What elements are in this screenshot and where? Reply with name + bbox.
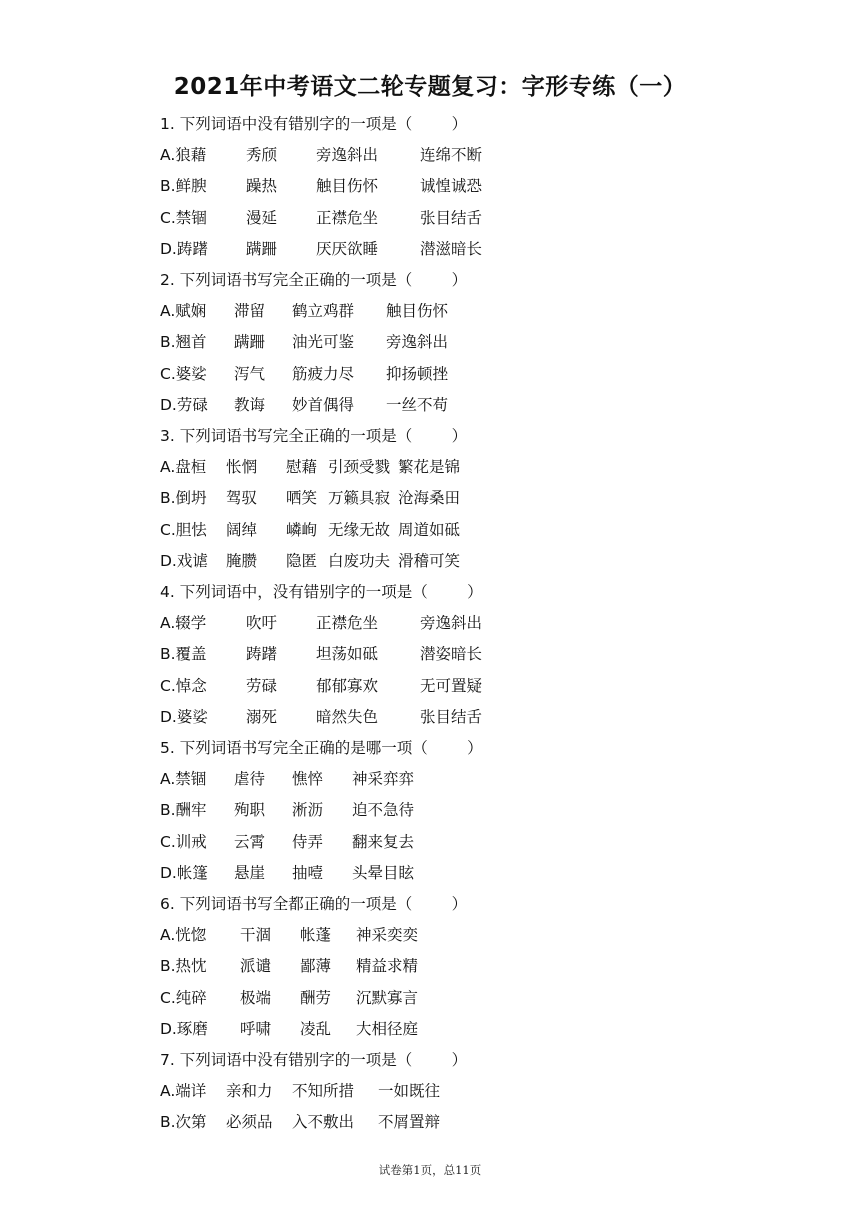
option-word: 蹒跚 — [246, 239, 278, 258]
option-word: 凌乱 — [300, 1019, 332, 1038]
option-word: 派谴 — [240, 957, 272, 976]
option-word: 触目伤怀 — [316, 177, 379, 196]
option-word: 抽噎 — [292, 863, 324, 882]
option-word: 抑扬顿挫 — [386, 364, 449, 383]
option-word: 繁花是锦 — [398, 458, 461, 477]
option-word: 躁热 — [246, 177, 278, 196]
option-word: 阔绰 — [226, 520, 258, 539]
option-label: A.狼藉 — [160, 146, 207, 165]
option-word: 张目结舌 — [420, 707, 483, 726]
option-word: 沉默寡言 — [356, 988, 419, 1007]
option-word: 精益求精 — [356, 957, 419, 976]
option-label: C.婆娑 — [160, 364, 207, 383]
option-word: 潜滋暗长 — [420, 239, 483, 258]
option-word: 不知所措 — [292, 1082, 355, 1101]
option-word: 慰藉 — [286, 458, 318, 477]
option-word: 筋疲力尽 — [292, 364, 355, 383]
option-word: 正襟危坐 — [316, 614, 379, 633]
option-label: C.纯碎 — [160, 988, 207, 1007]
option-word: 隐匿 — [286, 551, 318, 570]
option-word: 腌臜 — [226, 551, 258, 570]
option-word: 鹤立鸡群 — [292, 302, 355, 321]
option-word: 必须品 — [226, 1113, 273, 1132]
option-word: 一如既往 — [378, 1082, 441, 1101]
option-word: 殉职 — [234, 801, 266, 820]
option-word: 张目结舌 — [420, 208, 483, 227]
option-word: 正襟危坐 — [316, 208, 379, 227]
option-word: 踌躇 — [246, 645, 278, 664]
question-stem: 2. 下列词语书写完全正确的一项是（ ） — [160, 271, 468, 289]
option-label: D.帐篷 — [160, 863, 208, 882]
option-word: 无缘无故 — [328, 520, 391, 539]
option-word: 滑稽可笑 — [398, 551, 461, 570]
option-word: 憔悴 — [292, 770, 324, 789]
option-word: 悬崖 — [234, 863, 266, 882]
option-label: A.恍惚 — [160, 926, 207, 945]
option-word: 坦荡如砥 — [316, 645, 379, 664]
option-word: 无可置疑 — [420, 676, 483, 695]
page-footer: 试卷第1页，总11页 — [378, 1163, 482, 1177]
option-label: A.禁锢 — [160, 770, 207, 789]
option-word: 暗然失色 — [316, 707, 379, 726]
option-word: 淅沥 — [292, 801, 324, 820]
option-label: D.劳碌 — [160, 395, 208, 414]
option-word: 驾驭 — [226, 489, 258, 508]
option-word: 厌厌欲睡 — [316, 239, 379, 258]
question-stem: 5. 下列词语书写完全正确的是哪一项（ ） — [160, 739, 483, 757]
option-label: D.踌躇 — [160, 239, 208, 258]
option-word: 妙首偶得 — [292, 395, 355, 414]
option-word: 秀颀 — [246, 146, 278, 165]
option-label: C.悼念 — [160, 676, 207, 695]
option-label: B.鲜腴 — [160, 177, 207, 196]
option-word: 侍弄 — [292, 832, 324, 851]
option-word: 怅惘 — [226, 458, 258, 477]
option-word: 哂笑 — [286, 489, 318, 508]
option-word: 周道如砥 — [398, 520, 461, 539]
option-word: 油光可鉴 — [292, 333, 355, 352]
option-word: 入不敷出 — [292, 1113, 355, 1132]
option-word: 旁逸斜出 — [386, 333, 449, 352]
option-label: D.琢磨 — [160, 1019, 208, 1038]
question-stem: 6. 下列词语书写全都正确的一项是（ ） — [160, 895, 468, 913]
option-label: B.酬牢 — [160, 801, 207, 820]
option-word: 一丝不苟 — [386, 395, 449, 414]
question-stem: 1. 下列词语中没有错别字的一项是（ ） — [160, 115, 468, 133]
option-word: 引颈受戮 — [328, 458, 391, 477]
option-label: A.端详 — [160, 1082, 207, 1101]
option-word: 吹吁 — [246, 614, 278, 633]
option-word: 沧海桑田 — [398, 489, 461, 508]
option-word: 神采弈弈 — [352, 770, 415, 789]
option-word: 旁逸斜出 — [316, 146, 379, 165]
option-word: 连绵不断 — [420, 146, 483, 165]
option-word: 溺死 — [246, 707, 278, 726]
page-title: 2021年中考语文二轮专题复习：字形专练（一） — [173, 74, 687, 100]
option-label: B.倒坍 — [160, 489, 207, 508]
option-word: 亲和力 — [226, 1082, 273, 1101]
option-label: A.赋娴 — [160, 302, 207, 321]
option-word: 酬劳 — [300, 988, 332, 1007]
option-word: 劳碌 — [246, 676, 278, 695]
option-word: 迫不急待 — [352, 801, 415, 820]
option-word: 潜姿暗长 — [420, 645, 483, 664]
option-label: C.禁锢 — [160, 208, 207, 227]
option-word: 鄙薄 — [300, 957, 332, 976]
option-label: B.热忱 — [160, 957, 207, 976]
option-label: D.婆娑 — [160, 707, 208, 726]
option-word: 干涸 — [240, 926, 272, 945]
option-word: 极端 — [240, 988, 272, 1007]
option-word: 神采奕奕 — [356, 926, 419, 945]
option-word: 虐待 — [234, 770, 266, 789]
option-label: C.胆怯 — [160, 520, 207, 539]
option-word: 云霄 — [234, 832, 266, 851]
option-word: 泻气 — [234, 364, 266, 383]
option-word: 郁郁寡欢 — [316, 676, 379, 695]
option-word: 诚惶诚恐 — [420, 177, 483, 196]
option-label: B.覆盖 — [160, 645, 207, 664]
option-label: A.辍学 — [160, 614, 207, 633]
option-word: 旁逸斜出 — [420, 614, 483, 633]
question-stem: 7. 下列词语中没有错别字的一项是（ ） — [160, 1051, 468, 1069]
option-word: 滞留 — [234, 302, 266, 321]
option-label: B.次第 — [160, 1113, 207, 1132]
option-word: 嶙峋 — [286, 520, 318, 539]
question-stem: 3. 下列词语书写完全正确的一项是（ ） — [160, 427, 468, 445]
option-word: 呼啸 — [240, 1019, 272, 1038]
option-label: C.训戒 — [160, 832, 207, 851]
option-word: 白废功夫 — [328, 551, 391, 570]
option-word: 漫延 — [246, 208, 278, 227]
option-word: 帐蓬 — [300, 926, 332, 945]
option-word: 大相径庭 — [356, 1019, 419, 1038]
option-word: 蹒跚 — [234, 333, 266, 352]
question-stem: 4. 下列词语中，没有错别字的一项是（ ） — [160, 583, 483, 601]
option-label: A.盘桓 — [160, 458, 207, 477]
option-word: 头晕目眩 — [352, 863, 415, 882]
option-word: 万籁具寂 — [328, 489, 391, 508]
option-word: 不屑置辩 — [378, 1113, 441, 1132]
option-word: 触目伤怀 — [386, 302, 449, 321]
option-label: B.翘首 — [160, 333, 207, 352]
option-label: D.戏谑 — [160, 551, 208, 570]
option-word: 教诲 — [234, 395, 266, 414]
option-word: 翻来复去 — [352, 832, 415, 851]
